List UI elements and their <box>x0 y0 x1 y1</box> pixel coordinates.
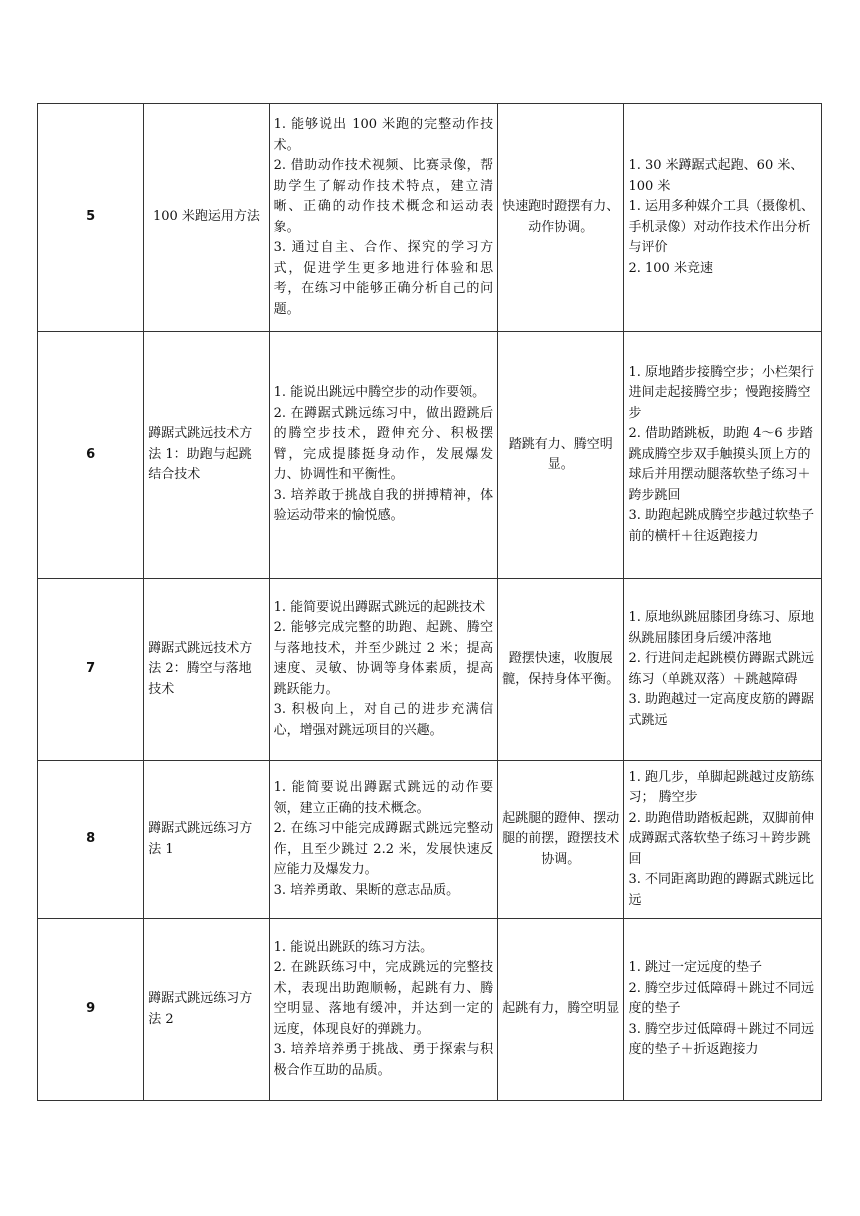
objective-item: 1. 能说出跳跃的练习方法。 <box>273 939 434 955</box>
method-item: 1. 原地踏步接腾空步；小栏架行进间走起接腾空步；慢跑接腾空步 <box>628 364 815 421</box>
lesson-methods <box>624 919 822 1101</box>
method-item: 2. 借助踏跳板，助跑 4～6 步踏跳成腾空步双手触摸头顶上方的球后并用摆动腿落软垫子练习＋跨步跳回 <box>628 426 813 503</box>
method-item: 1. 30 米蹲踞式起跑、60 米、100 米 <box>628 158 804 194</box>
objective-item: 2. 借助动作技术视频、比赛录像，帮助学生了解动作技术特点，建立清晰、正确的动作技术概念和运动表象。 <box>273 158 494 235</box>
lesson-key-points: 踏跳有力、腾空明显。 <box>498 332 624 579</box>
objective-item: 3. 培养敢于挑战自我的拼搏精神，体验运动带来的愉悦感。 <box>273 487 494 524</box>
method-item: 2. 100 米竞速 <box>628 260 713 276</box>
lesson-objectives <box>269 579 498 761</box>
method-item: 1. 运用多种媒介工具（摄像机、手机录像）对动作技术作出分析与评价 <box>628 199 815 255</box>
objective-item: 2. 能够完成完整的助跑、起跳、腾空与落地技术，并至少跳过 2 米；提高速度、灵敏、协调等身体素质，提高跳跃能力。 <box>273 620 494 697</box>
objective-item: 1. 能说出跳远中腾空步的动作要领。 <box>273 385 486 401</box>
lesson-methods <box>624 761 822 919</box>
table-row <box>38 579 822 761</box>
objective-item: 2. 在跳跃练习中，完成跳远的完整技术，表现出助跑顺畅，起跳有力、腾空明显、落地有缓冲，并达到一定的远度，体现良好的弹跳力。 <box>273 960 494 1037</box>
lesson-key-points: 快速跑时蹬摆有力、动作协调。 <box>498 104 624 332</box>
method-item: 1. 跑几步，单脚起跳越过皮筋练习； 腾空步 <box>628 769 815 806</box>
lesson-number: 5 <box>38 104 144 332</box>
method-item: 2. 行进间走起跳模仿蹲踞式跳远练习（单跳双落）＋跳越障碍 <box>628 651 815 687</box>
method-item: 3. 助跑越过一定高度皮筋的蹲踞式跳远 <box>628 692 815 728</box>
lesson-number: 8 <box>38 761 144 919</box>
lesson-key-points: 蹬摆快速，收腹展髋，保持身体平衡。 <box>498 579 624 761</box>
lesson-key-points: 起跳腿的蹬伸、摆动腿的前摆，蹬摆技术协调。 <box>498 761 624 919</box>
lesson-number: 7 <box>38 579 144 761</box>
objective-item: 1. 能简要说出蹲踞式跳远的起跳技术 <box>273 599 486 615</box>
table-row <box>38 332 822 579</box>
lesson-number: 6 <box>38 332 144 579</box>
lesson-methods <box>624 332 822 579</box>
lesson-number: 9 <box>38 919 144 1101</box>
lesson-topic: 蹲踞式跳远技术方法 2：腾空与落地技术 <box>144 579 269 761</box>
lesson-objectives <box>269 104 498 332</box>
method-item: 1. 原地纵跳屈膝团身练习、原地纵跳屈膝团身后缓冲落地 <box>628 610 815 646</box>
objective-item: 3. 通过自主、合作、探究的学习方式，促进学生更多地进行体验和思考，在练习中能够正确分析自己的问题。 <box>273 240 494 317</box>
objective-item: 1. 能简要说出蹲踞式跳远的动作要领，建立正确的技术概念。 <box>273 780 494 816</box>
lesson-topic: 100 米跑运用方法 <box>144 104 269 332</box>
objective-item: 2. 在练习中能完成蹲踞式跳远完整动作，且至少跳过 2.2 米，发展快速反应能力及爆发力。 <box>273 821 494 877</box>
lesson-topic: 蹲踞式跳远练习方法 2 <box>144 919 269 1101</box>
lesson-methods <box>624 104 822 332</box>
method-item: 1. 跳过一定远度的垫子 <box>628 960 763 976</box>
method-item: 2. 助跑借助踏板起跳，双脚前伸成蹲踞式落软垫子练习＋跨步跳回 <box>628 810 815 867</box>
lesson-objectives <box>269 919 498 1101</box>
lesson-methods <box>624 579 822 761</box>
method-item: 3. 助跑起跳成腾空步越过软垫子前的横杆＋往返跑接力 <box>628 508 815 544</box>
objective-item: 3. 培养培养勇于挑战、勇于探索与积极合作互助的品质。 <box>273 1042 494 1078</box>
lesson-objectives <box>269 761 498 919</box>
objective-item: 3. 培养勇敢、果断的意志品质。 <box>273 882 460 898</box>
table-row <box>38 761 822 919</box>
method-item: 2. 腾空步过低障碍＋跳过不同远度的垫子 <box>628 980 815 1017</box>
lesson-topic: 蹲踞式跳远练习方法 1 <box>144 761 269 919</box>
method-item: 3. 腾空步过低障碍＋跳过不同远度的垫子＋折返跑接力 <box>628 1021 815 1058</box>
lesson-topic: 蹲踞式跳远技术方法 1：助跑与起跳结合技术 <box>144 332 269 579</box>
lesson-objectives <box>269 332 498 579</box>
table-row <box>38 104 822 332</box>
objective-item: 1. 能够说出 100 米跑的完整动作技术。 <box>273 117 494 153</box>
objective-item: 2. 在蹲踞式跳远练习中，做出蹬跳后的腾空步技术，蹬伸充分、积极摆臂，完成提膝挺身动作，发展爆发力、协调性和平衡性。 <box>273 405 494 483</box>
method-item: 3. 不同距离助跑的蹲踞式跳远比远 <box>628 872 815 908</box>
lesson-key-points: 起跳有力，腾空明显 <box>498 919 624 1101</box>
lesson-plan-table <box>37 103 822 1101</box>
table-row <box>38 919 822 1101</box>
objective-item: 3. 积极向上，对自己的进步充满信心，增强对跳远项目的兴趣。 <box>273 702 494 738</box>
